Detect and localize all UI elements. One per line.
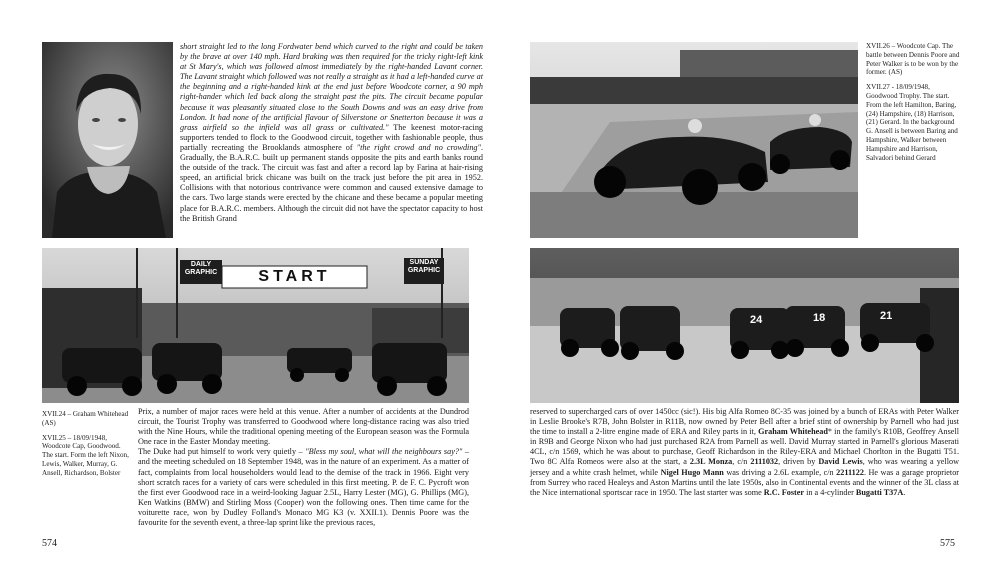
page-number-left: 574 (42, 538, 57, 549)
body-text-bottom-right: reserved to supercharged cars of over 1450cc (sic!). His big Alfa Romeo 8C-35 was joined by a bunch of ERAs with Peter Walker in Leslie Brooke's R7B, John Bolster in R11B, now owned by Peter Bell after a brief stint of ownership by Parnell who had just the time to install a 2-litre engine made of ERA and Riley parts in it, Graham Whitehead* in the family's R10B, Geoffrey Ansell in R9B and George Nixon who had just purchased R2A from Parnell as well. David Murray started in Parnell's glorious Maserati 4CL, c/n 1569, which he was about to purchase, Geoff Richardson in the Riley-ERA and Michael Chorlton in the Bugatti T51. Two 8C Alfa Romeos were also at the start, a 2.3L Monza, c/n 2111032, driven by David Lewis, who was wearing a yellow jersey and a white crash helmet, while Nigel Hugo Mann was driving a 2.6L example, c/n 2211122. He was a garage proprietor from Surrey who raced Healeys and Aston Martins until the late 1950s, also in Continental events and the winner of the 3L class at the Nice international sportscar race in 1950. The last starter was some R.C. Foster in a 4-cylinder Bugatti T37A. (530, 407, 960, 497)
photo-start-line-goodwood (42, 248, 469, 403)
portrait-photo-graham-whitehead (42, 42, 173, 238)
photo-goodwood-trophy-start (530, 248, 959, 403)
photo-woodcote-cap-battle (530, 42, 858, 238)
banner-sunday-graphic: SUNDAY GRAPHIC (407, 259, 441, 274)
page-number-right: 575 (940, 538, 955, 549)
caption-xvii-27: XVII.27 - 18/09/1948, Goodwood Trophy. The start. From the left Hamilton, Baring, (24) Hampshire, (18) Harrison, (21) Gerard. In the background G. Ansell is between Baring and Hampshire, Walker between Hampshire and Harrison, Salvadori behind Gerard (866, 83, 958, 162)
caption-xvii-25: XVII.25 – 18/09/1948, Woodcote Cap, Goodwood. The start. Form the left Nixon, Lewis, Walker, Murray, G. Ansell, Richardson, Bolster (42, 433, 129, 477)
caption-xvii-24: XVII.24 – Graham Whitehead (AS) (42, 410, 129, 427)
body-text-top-left: short straight led to the long Fordwater bend which curved to the right and could be taken by the brave at over 140 mph. Hard braking was then required for the tricky right-left kink at St Mary's, which was followed almost immediately by the right-handed Lavant corner. The Lavant straight which followed was not really a straight as it had a left-handed curve at the beginning and a right-handed kink at the end just before Woodcote corner, a 90 mph right-hander which led back along the straight past the pits. The circuit became popular because it was pleasantly situated close to the South Downs and was an easy drive from London. It had none of the artificial flavour of Silverstone or Snetterton because it was a grass airfield so the infield was all grass or cultivated." The keenest motor-racing supporters tended to flock to the Goodwood circuit, together with fashionable people, thus partially recreating the Brooklands atmosphere of "the right crowd and no crowding". Gradually, the B.A.R.C. built up permanent stands opposite the pits and earth banks round the outside of the track. The circuit was fast and after a record lap by Farina at hair-rising speed, an artificial brick chicane was built on the track just before the pit area in 1952. Collisions with that notorious contrivance were common and caused extensive damage to the cars. Two large stands were erected by the chicane and these became a popular meeting place for B.A.R.C. members. Although the circuit did not have the spectator capacity to host the British Grand (180, 42, 484, 223)
car-number-18: 18 (813, 312, 826, 324)
caption-xvii-26: XVII.26 – Woodcote Cap. The battle between Dennis Poore and Peter Walker is to be won by the former. (AS) (866, 42, 960, 77)
car-number-21: 21 (880, 310, 893, 322)
captions-left (42, 410, 130, 484)
captions-right (866, 42, 961, 168)
body-text-bottom-left: Prix, a number of major races were held at this venue. After a number of accidents at the Dundrod circuit, the Tourist Trophy was transferred to Goodwood where long-distance racing was also tried with the Nine Hours, while the traditional opening meeting of the European season was the Formula One race in the Easter Monday meeting. The Duke had put himself to work very quietly – "Bless my soul, what will the neighbours say?" – and the meeting scheduled on 18 September 1948, was in the nature of an experiment. As a matter of fact, complaints from local householders would lead to the demise of the track in 1966. Eight very short scratch races for a variety of cars were scheduled in this first meeting. P. de F. C. Pycroft won the first ever Goodwood race in a weird-looking Jaguar 2.5L, Harry Lester (MG), G. Phillips (MG), Ken Watkins (BMW) and Stirling Moss (Cooper) won the following ones. Then time came for the voiturette race, won by Dudley Folland's Monaco MG K3 (v. XXII.1). Dennis Poore was the favourite for the seventh event, a three-lap sprint like the previous races, (138, 407, 469, 528)
banner-daily-graphic: DAILY GRAPHIC (184, 261, 218, 276)
car-number-24: 24 (750, 314, 763, 326)
banner-start: START (258, 268, 331, 285)
